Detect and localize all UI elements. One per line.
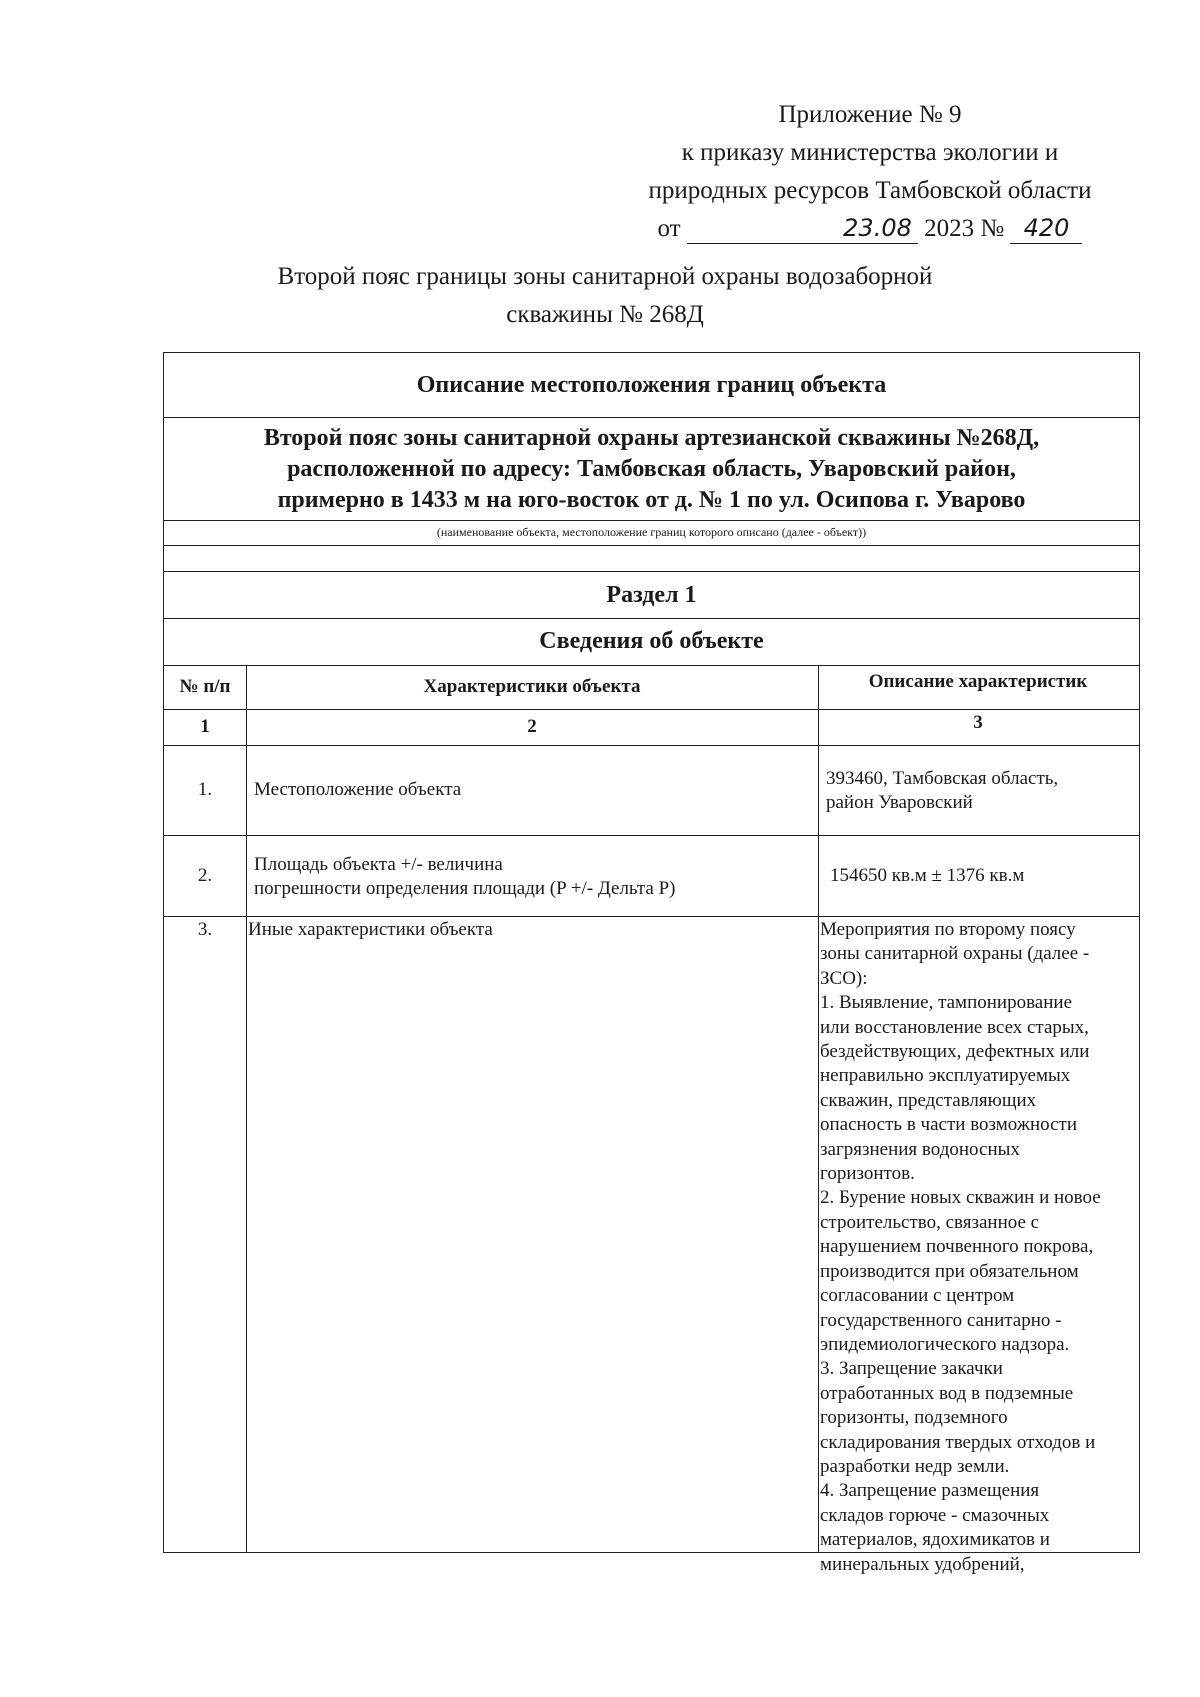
row-3-description-line: строительство, связанное с <box>820 1211 1040 1233</box>
characteristics-grid <box>164 665 1139 1575</box>
row-3-description-line: 1. Выявление, тампонирование <box>820 992 1073 1014</box>
row-3-description-line: разработки недр земли. <box>820 1455 1010 1477</box>
row-3-description-line: эпидемиологического надзора. <box>820 1333 1070 1355</box>
row-3-description-line: или восстановление всех старых, <box>820 1016 1089 1038</box>
row-divider <box>164 916 1139 917</box>
row-3-description-line: 2. Бурение новых скважин и новое <box>820 1187 1101 1209</box>
spacer-row <box>164 545 1139 571</box>
row-3-description-line: Мероприятия по второму поясу <box>820 919 1076 940</box>
row-3-description-line: опасность в части возможности <box>820 1114 1077 1136</box>
row-3-description-line: складов горюче - смазочных <box>820 1504 1050 1526</box>
row-1-description-line: 393460, Тамбовская область, <box>826 768 1059 789</box>
appendix-date-line <box>600 210 1140 248</box>
section-title: Сведения об объекте <box>164 617 1139 666</box>
row-3-description-line: зоны санитарной охраны (далее - <box>820 943 1090 965</box>
handwritten-date: 23.08 <box>687 213 918 244</box>
row-3-description-line: складирования твердых отходов и <box>820 1431 1096 1453</box>
section-number: Раздел 1 <box>164 571 1139 619</box>
object-description-table <box>163 352 1140 1575</box>
appendix-number: Приложение № 9 <box>778 101 962 128</box>
row-2-description: 154650 кв.м ± 1376 кв.м <box>830 865 1025 886</box>
row-3-description-line: 4. Запрещение размещения <box>820 1480 1040 1502</box>
row-3-description <box>818 918 1138 1577</box>
row-3-num: 3. <box>197 919 213 940</box>
row-3-description-line: 3. Запрещение закачки <box>820 1358 1003 1380</box>
header-characteristics: Характеристики объекта <box>423 676 641 697</box>
handwritten-order-number: 420 <box>1010 213 1082 244</box>
row-3-description-line: согласовании с центром <box>820 1285 1015 1307</box>
row-3-description-line: неправильно эксплуатируемых <box>820 1065 1071 1087</box>
row-2-num: 2. <box>197 865 213 886</box>
row-1-num: 1. <box>197 779 213 800</box>
row-3-description-line: горизонтов. <box>820 1163 915 1185</box>
date-prefix: от <box>657 215 681 242</box>
row-3-description-line: государственного санитарно - <box>820 1309 1062 1331</box>
object-name-line-2: расположенной по адресу: Тамбовская область, Уваровский район, <box>287 456 1016 482</box>
document-title-line-2: скважины № 268Д <box>506 301 704 328</box>
appendix-ministry-line: природных ресурсов Тамбовской области <box>648 177 1092 204</box>
order-year: 2023 № <box>924 215 1005 242</box>
row-3-description-line: минеральных удобрений, <box>820 1553 1025 1575</box>
row-2-characteristic-line: Площадь объекта +/- величина <box>254 854 503 875</box>
row-1-description-line: район Уваровский <box>826 792 973 813</box>
row-3-description-line: отработанных вод в подземные <box>820 1382 1074 1404</box>
object-name-line-3: примерно в 1433 м на юго-восток от д. № 1 по ул. Осипова г. Уварово <box>277 487 1026 513</box>
row-3-characteristic: Иные характеристики объекта <box>248 919 493 940</box>
row-2-characteristic <box>246 853 818 901</box>
header-num: № п/п <box>179 676 231 697</box>
row-3-description-line: нарушением почвенного покрова, <box>820 1236 1094 1258</box>
row-1-description <box>818 767 1138 815</box>
row-3-description-line: материалов, ядохимикатов и <box>820 1529 1050 1551</box>
document-title-line-1: Второй пояс границы зоны санитарной охраны водозаборной <box>277 263 933 290</box>
object-caption: (наименование объекта, местоположение границ которого описано (далее - объект)) <box>164 521 1139 546</box>
row-3-description-line: загрязнения водоносных <box>820 1138 1020 1160</box>
appendix-block <box>600 96 1140 248</box>
row-3-description-line: скважин, представляющих <box>820 1089 1037 1111</box>
document-title <box>240 258 970 334</box>
header-description: Описание характеристик <box>868 671 1088 692</box>
row-3-description-line: бездействующих, дефектных или <box>820 1041 1090 1063</box>
col-number-3: 3 <box>973 712 983 733</box>
col-number-2: 2 <box>527 716 537 737</box>
row-2-characteristic-line: погрешности определения площади (P +/- Дельта P) <box>254 878 676 899</box>
col-number-1: 1 <box>200 716 210 737</box>
row-3-description-line: производится при обязательном <box>820 1260 1079 1282</box>
row-1-characteristic: Местоположение объекта <box>254 779 462 800</box>
table-header: Описание местоположения границ объекта <box>164 353 1139 418</box>
appendix-order-line: к приказу министерства экологии и <box>681 139 1059 166</box>
object-name-line-1: Второй пояс зоны санитарной охраны артезианской скважины №268Д, <box>263 425 1040 451</box>
row-3-description-line: ЗСО): <box>820 967 868 989</box>
object-name <box>164 417 1139 521</box>
row-3-description-line: горизонты, подземного <box>820 1407 1008 1429</box>
